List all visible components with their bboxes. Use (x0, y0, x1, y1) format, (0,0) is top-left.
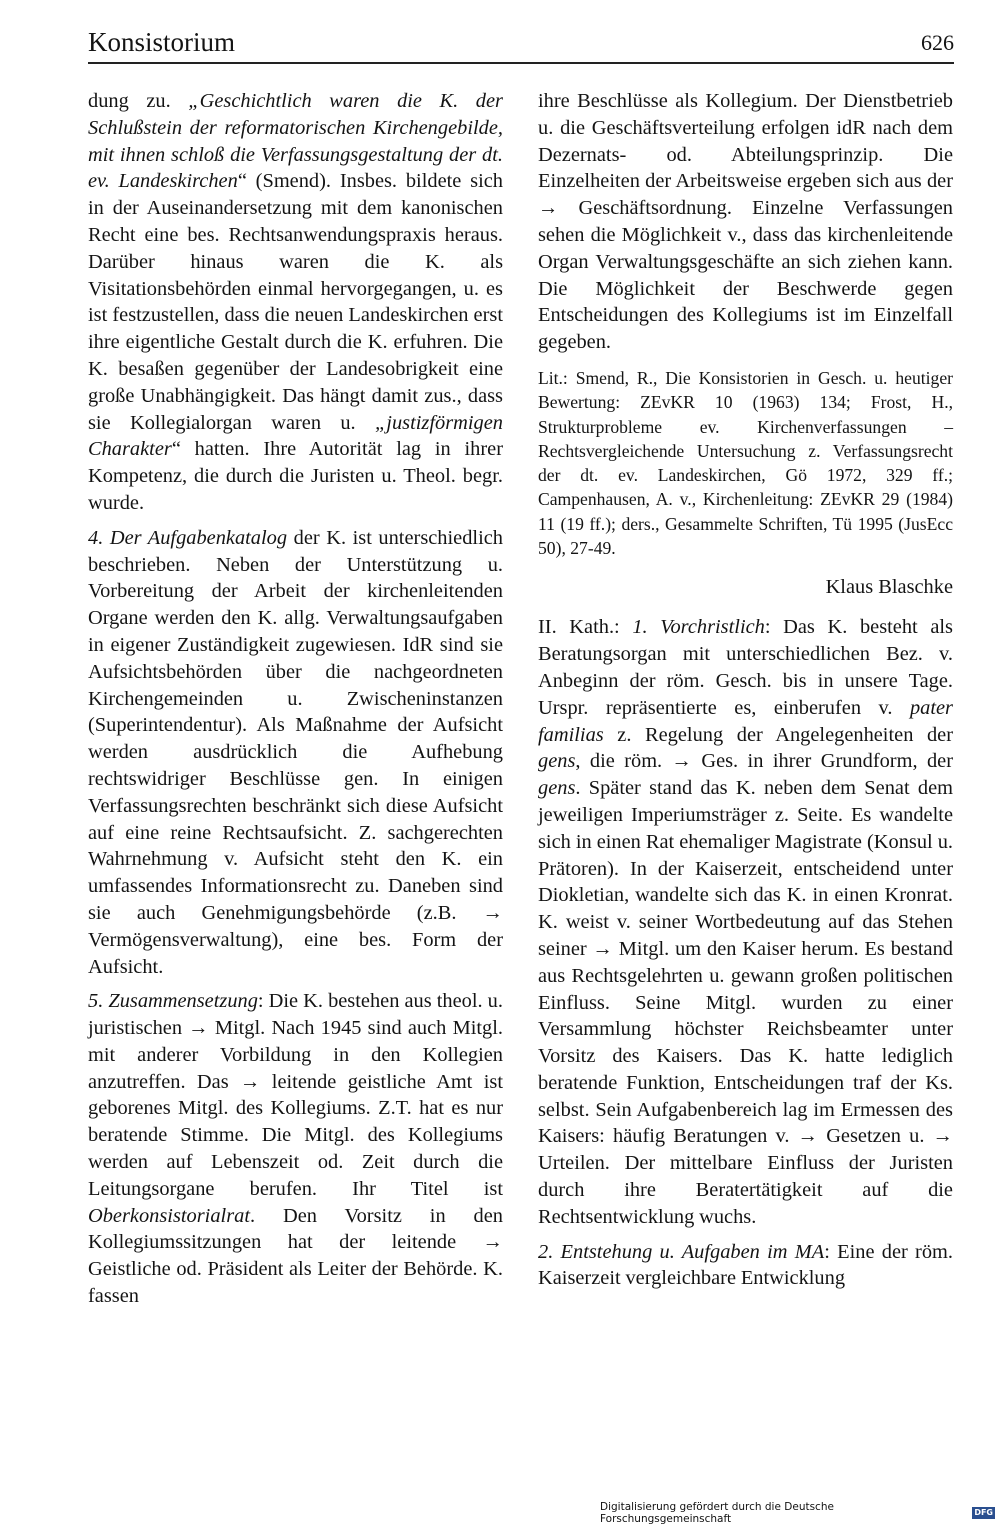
text-run: , die röm. → Ges. in ihrer Grundform, der (575, 750, 953, 773)
text-run: z. Regelung der Angelegenheiten der (603, 723, 953, 746)
text-run: “ hatten. Ihre Autorität lag in ihrer Kompetenz, die durch die Juristen u. Theol. begr. wurde. (88, 438, 503, 514)
text-run: ihre Beschlüsse als Kollegium. Der Dienstbetrieb u. die Geschäftsverteilung erfolgen idR nach dem Dezernats- od. Abteilungsprinzip. Die Einzelheiten der Arbeitsweise ergeben sich aus der → Geschäftsordnung. Einzelne Verfassungen sehen die Möglichkeit v., dass das kirchenleitende Organ Verwaltungsgeschäfte an sich ziehen kann. Die Möglichkeit der Beschwerde gegen Entscheidungen des Kollegiums ist im Einzelfall gegeben. (538, 90, 953, 354)
left-column (88, 88, 503, 1310)
italic-run: gens (538, 750, 576, 773)
page-number: 626 (921, 30, 954, 55)
paragraph-historical-role (88, 88, 503, 517)
text-run: Lit.: Smend, R., Die Konsistorien in Gesch. u. heutiger Bewertung: ZEvKR 10 (1963) 134; Frost, H., Strukturprobleme ev. Kirchenverfassungen – Rechtsvergleichende Untersuchung z. Verfassungsrecht der dt. ev. Landeskirchen, Gö 1972, 329 ff.; Campenhausen, A. v., Kirchenleitung: ZEvKR 29 (1984) 11 (19 ff.); ders., Gesammelte Schriften, Tü 1995 (JusEcc 50), 27-49. (538, 367, 953, 559)
paragraph-task-catalogue (88, 525, 503, 981)
paragraph-procedure (538, 88, 953, 356)
text-run: dung zu. (88, 90, 189, 112)
header-rule (88, 62, 954, 64)
italic-run: 4. Der Aufgabenkatalog (88, 526, 288, 549)
italic-run: 2. Entstehung u. Aufgaben im MA (538, 1240, 825, 1263)
italic-run: 1. Vorchristlich (632, 616, 765, 639)
running-header (88, 22, 954, 58)
text-run: “ (Smend). Insbes. bildete sich in der Auseinandersetzung mit dem kanonischen Recht eine bes. Rechtsanwendungspraxis heraus. Darüber hinaus waren die K. als Visitationsbehörden einmal hervorgegangen, u. es ist festzustellen, dass die neuen Landeskirchen erst ihre eigentliche Gestalt durch die K. erfuhren. Die K. besaßen gegenüber der Landesobrigkeit eine große Unabhängigkeit. Das hängt damit zus., dass sie Kollegialorgan waren u. (88, 170, 504, 434)
text-run: . Später stand das K. neben dem Senat dem jeweiligen Imperiumsträger z. Seite. Es wandelte sich in einen Rat ehemaliger Magistrate (Konsul u. Prätoren). In der Kaiserzeit, entscheidend unter Diokletian, wandelte sich das K. in einen Kronrat. K. weist v. seiner Wortbedeutung auf das Stehen seiner → Mitgl. um den Kaiser herum. Es bestand aus Rechtsgelehrten u. gewann großen politischen Einfluss. Seine Mitgl. wurden zu einer Versammlung höchster Reichsbeamter unter Vorsitz des Kaisers. Das K. hatte lediglich beratende Funktion, Entscheidungen traf der Ks. selbst. Sein Aufgabenbereich lag im Ermessen des Kaisers: häufig Beratungen v. → Gesetzen u. → Urteilen. Der mittelbare Einfluss der Juristen durch ihre Beratertätigkeit auf die Rechtsentwicklung wuchs. (538, 777, 953, 1228)
text-run: II. Kath.: (538, 616, 633, 639)
italic-run: pater familias (538, 696, 953, 746)
credit-text: Digitalisierung gefördert durch die Deutsche Forschungsgemeinschaft (600, 1501, 834, 1525)
italic-run: 5. Zusammensetzung (88, 990, 258, 1013)
paragraph-composition (88, 988, 503, 1310)
digitization-credit (600, 1501, 995, 1525)
right-column (538, 88, 953, 1292)
paragraph-middle-ages (538, 1239, 953, 1293)
italic-run: „Geschichtlich waren die K. der Schlußstein der reformatorischen Kirchengebilde, mit ihnen schloß die Verfassungsgestaltung der dt. ev. Landeskirchen (88, 90, 503, 193)
running-title: Konsistorium (88, 27, 236, 57)
text-run: : Die K. bestehen aus theol. u. juristischen → Mitgl. Nach 1945 sind auch Mitgl. mit anderer Vorbildung in den Kollegien anzutreffen. Das → leitende geistliche Amt ist geborenes Mitgl. des Kollegiums. Z.T. hat es nur beratende Stimme. Die Mitgl. des Kollegiums werden auf Lebenszeit od. Zeit durch die Leitungsorgane berufen. Ihr Titel ist (88, 990, 503, 1200)
italic-run: Oberkonsistorialrat (88, 1204, 251, 1227)
literature-references (538, 366, 953, 560)
author-signature: Klaus Blaschke (825, 576, 953, 599)
italic-run: „justizförmigen Charakter (88, 411, 503, 461)
dfg-logo: DFG (974, 1508, 993, 1517)
italic-run: gens (538, 777, 576, 800)
text-run: : Das K. besteht als Beratungsorgan mit unterschiedlichen Bez. v. Anbeginn der röm. Gesch. bis in unsere Tage. Urspr. repräsentierte es, einberufen v. (538, 616, 953, 719)
paragraph-catholic-prechristian (538, 614, 953, 1230)
text-run: der K. ist unterschiedlich beschrieben. Neben der Unterstützung u. Vorbereitung der Arbeit der kirchenleitenden Organe werden den K. allg. Verwaltungsaufgaben in eigener Zuständigkeit zugewiesen. IdR sind sie Aufsichtsbehörden über die nachgeordneten Kirchengemeinden u. Zwischeninstanzen (Superintendentur). Als Maßnahme der Aufsicht werden ausdrücklich die Aufhebung rechtswidriger Beschlüsse gen. In einigen Verfassungsrechten beschränkt sich diese Aufsicht auf eine reine Rechtsaufsicht. Z. sachgerechten Wahrnehmung v. Aufsicht steht den K. ein umfassendes Informationsrecht zu. Daneben sind sie auch Genehmigungsbehörde (z.B. → Vermögensverwaltung), eine bes. Form der Aufsicht. (88, 526, 503, 978)
text-run: : Eine der röm. Kaiserzeit vergleichbare Entwicklung (538, 1240, 953, 1290)
text-run: . Den Vorsitz in den Kollegiumssitzungen hat der leitende → Geistliche od. Präsident als Leiter der Behörde. K. fassen (88, 1204, 503, 1308)
